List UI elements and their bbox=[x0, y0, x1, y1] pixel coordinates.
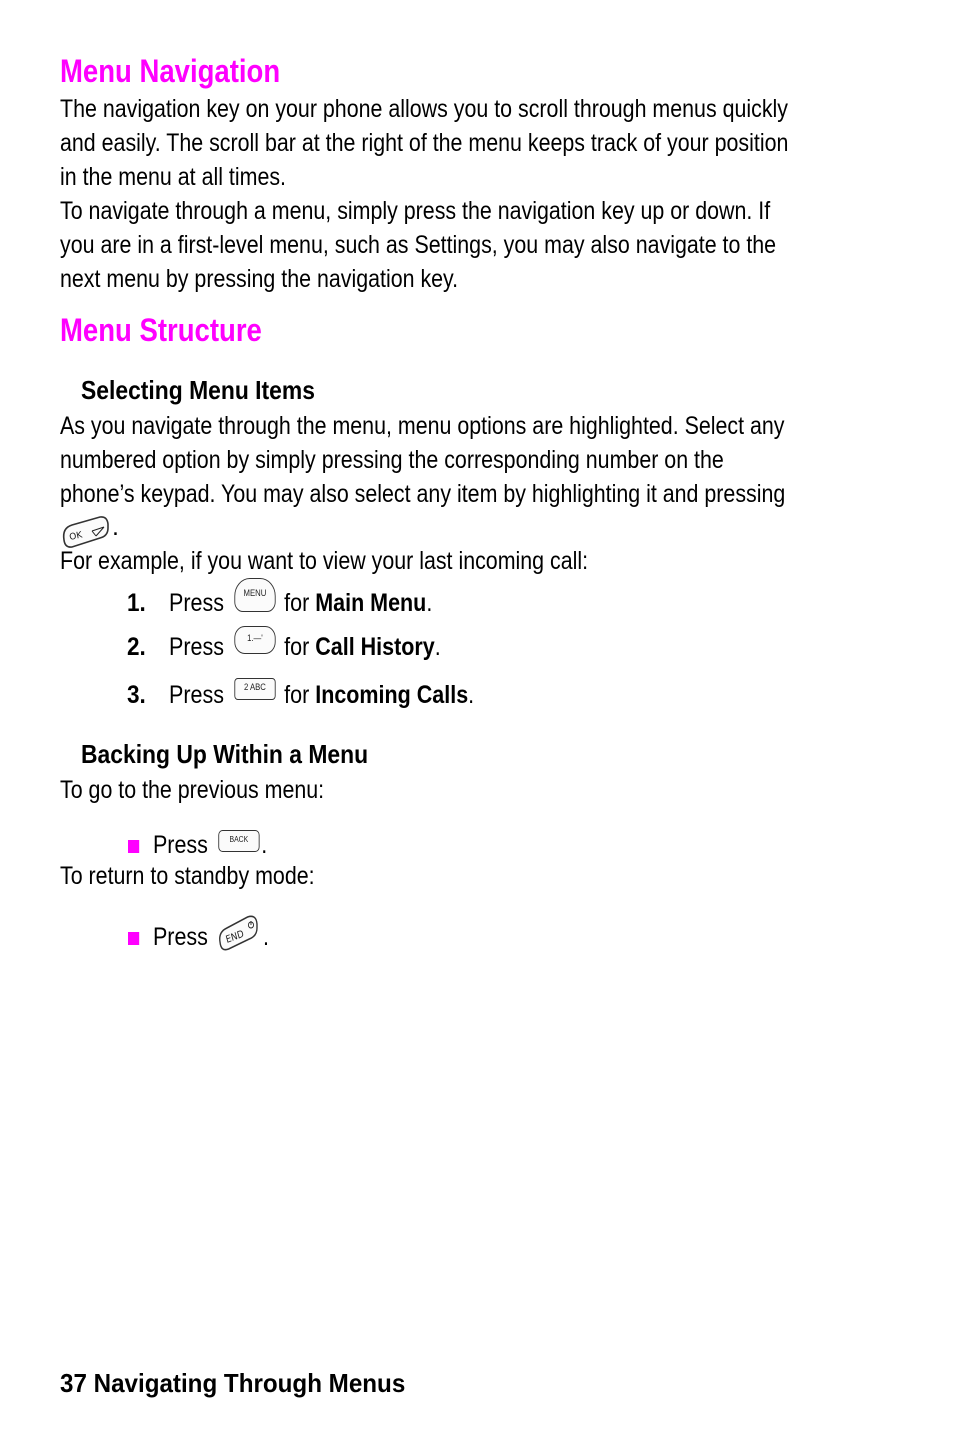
key-2-icon: 2 ABC bbox=[234, 678, 275, 700]
standby-text: To return to standby mode: bbox=[60, 862, 315, 890]
page-footer: 37 Navigating Through Menus bbox=[60, 1368, 406, 1398]
navigation-paragraph-1: The navigation key on your phone allows you to scroll through menus quickly and easily. The scroll bar at the right of the menu keeps track of your position in the menu at all times. bbox=[60, 95, 789, 191]
bullet-press-back: Press BACK . bbox=[128, 826, 267, 860]
end-key-icon bbox=[216, 912, 261, 952]
navigation-paragraph-2: To navigate through a menu, simply press the navigation key up or down. If you are in a first-level menu, such as Settings, you may also navigate to the next menu by pressing the navigation key. bbox=[60, 197, 777, 293]
bullet-press-end: Press END . bbox=[128, 912, 269, 952]
heading-menu-structure: Menu Structure bbox=[60, 312, 262, 348]
bullet-square-icon bbox=[128, 932, 139, 945]
heading-selecting-menu-items: Selecting Menu Items bbox=[81, 375, 315, 405]
svg-text:END: END bbox=[224, 928, 246, 947]
key-1-icon: 1.—' bbox=[234, 626, 275, 654]
bullet-square-icon bbox=[128, 840, 139, 853]
selecting-paragraph: As you navigate through the menu, menu options are highlighted. Select any numbered option by simply pressing the corresponding number on the phone’s keypad. You may also select any item by highlighting it and pressing bbox=[60, 412, 786, 508]
svg-text:OK: OK bbox=[68, 530, 84, 543]
heading-menu-navigation: Menu Navigation bbox=[60, 53, 281, 89]
manual-page: Menu Navigation The navigation key on your phone allows you to scroll through menus quickly and easily. The scroll bar at the right of the menu keeps track of your position in the menu at all times. To navigate through a menu, simply press the navigation key up or down. If you are in a first-level menu, such as Settings, you may also navigate to the next menu by pressing the navigation key. Menu Structure Selecting Menu Items As you navigate through the menu, menu options are highlighted. Select any numbered option by simply pressing the corresponding number on the phone’s keypad. You may also select any item by highlighting it and pressing OK . For example, if you want to view your last incoming call: 1. Press MENU for Main Menu . 2. Press 1.—' for Call History . 3. Press 2 ABC for Incoming Calls . Backing Up Within a Menu To go to the previous menu: Press BACK . To return to standby mode: Press END . 37 Navigating Through Menus bbox=[60, 53, 789, 1398]
previous-menu-text: To go to the previous menu: bbox=[60, 776, 325, 804]
heading-backing-up: Backing Up Within a Menu bbox=[81, 739, 369, 769]
back-key-icon: BACK bbox=[218, 830, 259, 852]
ok-key-period: . bbox=[112, 513, 119, 541]
menu-key-icon: MENU bbox=[234, 578, 275, 612]
example-line: For example, if you want to view your last incoming call: bbox=[60, 547, 589, 575]
